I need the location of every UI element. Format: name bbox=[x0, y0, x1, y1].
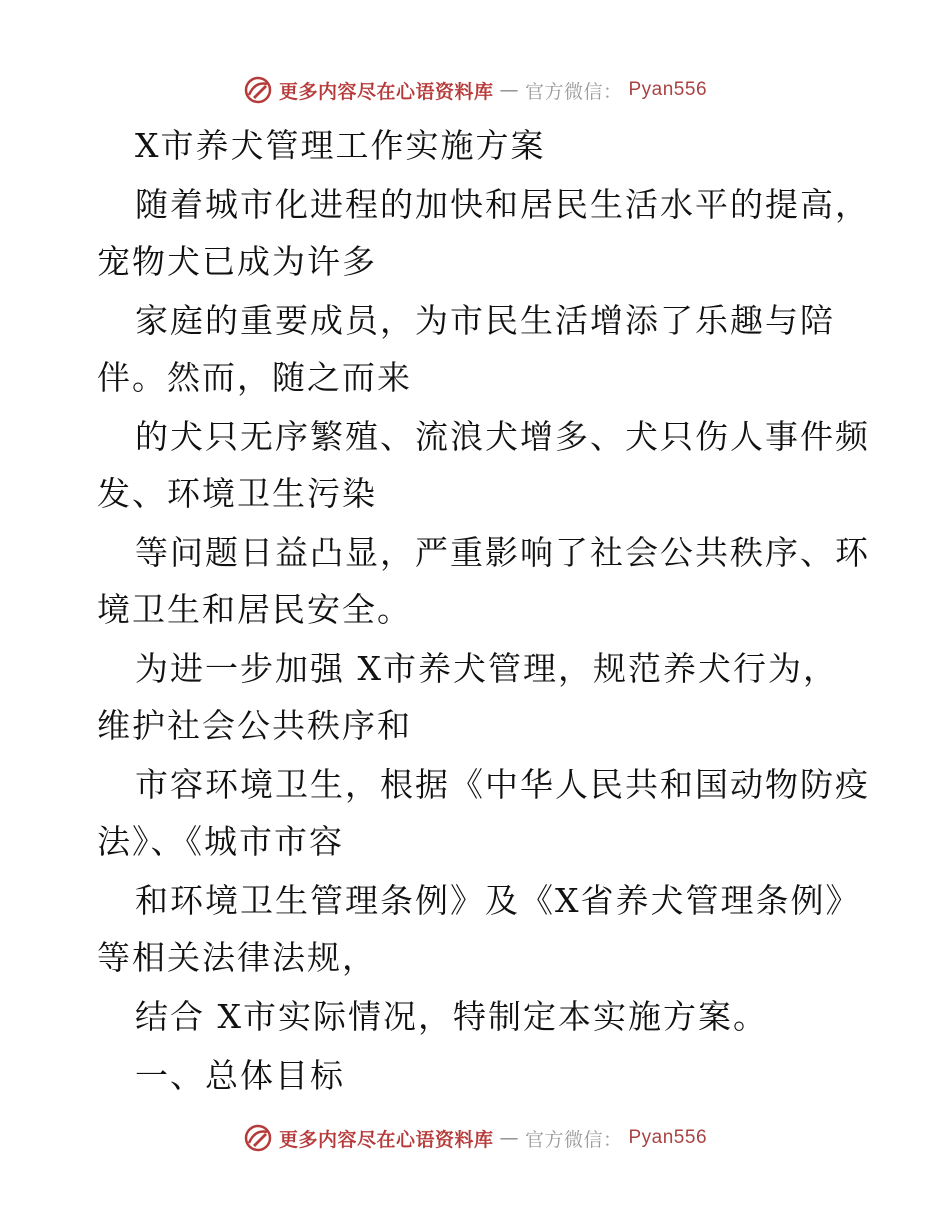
text-line: 市容环境卫生，根据《中华人民共和国动物防疫 bbox=[135, 765, 870, 804]
text-line: 为进一步加强 X市养犬管理，规范养犬行为， bbox=[135, 649, 838, 688]
pen-logo-icon bbox=[243, 75, 273, 105]
header-banner bbox=[0, 70, 950, 110]
text-line: 等相关法律法规， bbox=[97, 938, 377, 977]
text-line: 结合 X市实际情况，特制定本实施方案。 bbox=[135, 997, 768, 1036]
text-line: 等问题日益凸显，严重影响了社会公共秩序、环 bbox=[135, 533, 870, 572]
text-line: 家庭的重要成员，为市民生活增添了乐趣与陪 bbox=[135, 301, 835, 340]
banner-wechat-label: 官方微信： bbox=[524, 1128, 623, 1151]
footer-banner bbox=[0, 1118, 950, 1158]
banner-separator: — bbox=[499, 1127, 519, 1149]
text-line: 随着城市化进程的加快和居民生活水平的提高， bbox=[135, 185, 870, 224]
banner-brand-text: 更多内容尽在心语资料库 bbox=[278, 80, 494, 103]
document-title: X市养犬管理工作实施方案 bbox=[135, 126, 546, 165]
banner-wechat-id: Pyan556 bbox=[628, 1127, 708, 1148]
text-line: 宠物犬已成为许多 bbox=[97, 242, 377, 281]
banner-wechat-label: 官方微信： bbox=[524, 80, 623, 103]
banner-separator: — bbox=[499, 79, 519, 101]
text-line: 维护社会公共秩序和 bbox=[97, 706, 412, 745]
text-line: 伴。然而，随之而来 bbox=[97, 358, 412, 397]
text-line: 发、环境卫生污染 bbox=[97, 474, 377, 513]
text-line: 的犬只无序繁殖、流浪犬增多、犬只伤人事件频 bbox=[135, 417, 870, 456]
banner-wechat-id: Pyan556 bbox=[628, 79, 708, 100]
text-line: 和环境卫生管理条例》及《X省养犬管理条例》 bbox=[135, 881, 861, 920]
section-heading: 一、总体目标 bbox=[135, 1056, 345, 1095]
text-line: 法》、《城市市容 bbox=[97, 822, 344, 861]
pen-logo-icon bbox=[243, 1123, 273, 1153]
banner-brand-text: 更多内容尽在心语资料库 bbox=[278, 1128, 494, 1151]
text-line: 境卫生和居民安全。 bbox=[97, 590, 412, 629]
